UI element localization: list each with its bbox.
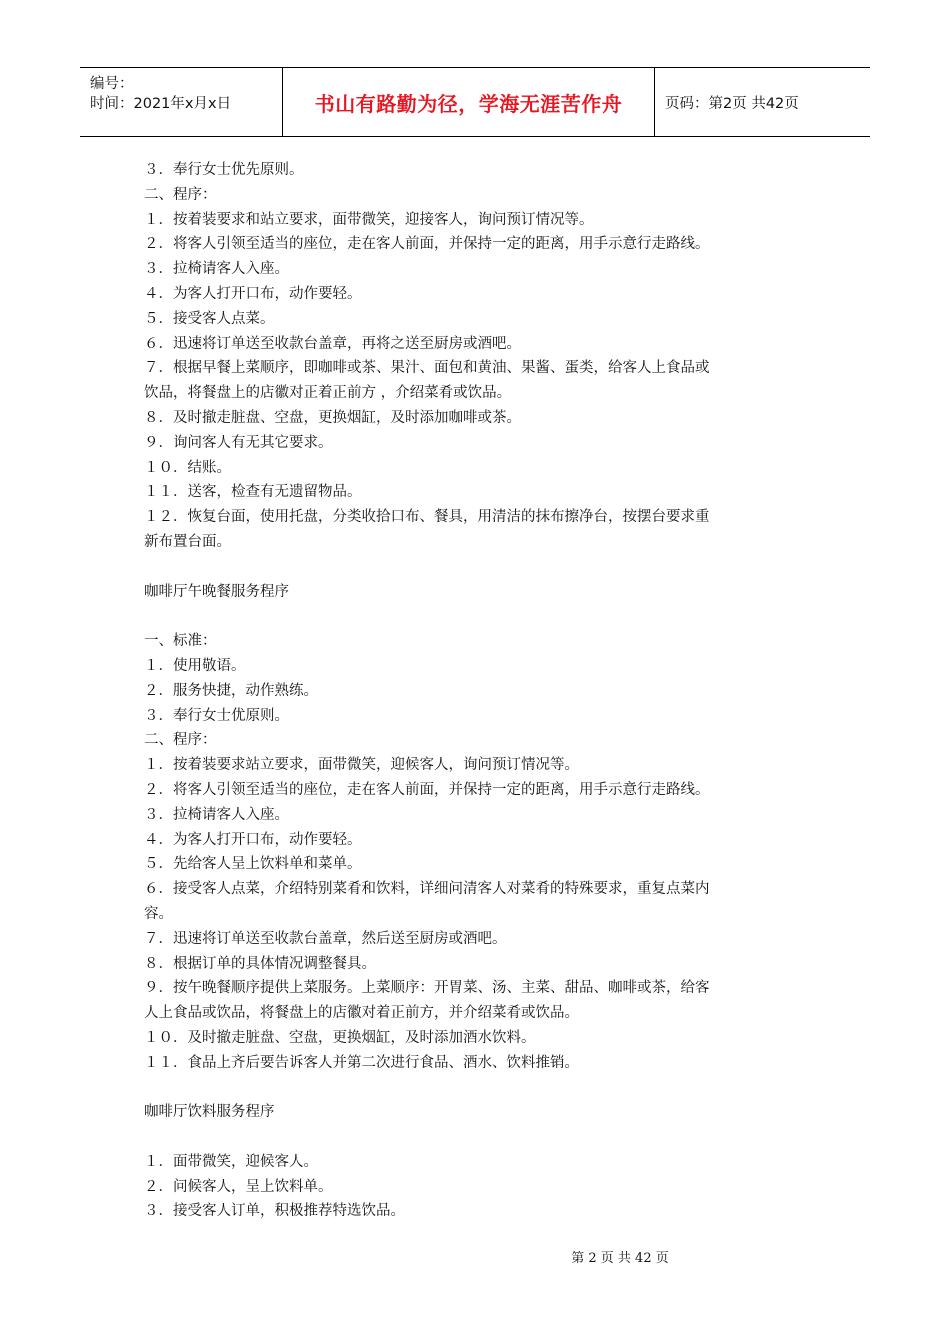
text-line: １０．及时撤走脏盘、空盘，更换烟缸，及时添加酒水饮料。	[144, 1029, 536, 1046]
text-line: ３．奉行女士优原则。	[144, 707, 289, 724]
text-line: ５．先给客人呈上饮料单和菜单。	[144, 856, 362, 873]
text-line: １１．食品上齐后要告诉客人并第二次进行食品、酒水、饮料推销。	[144, 1054, 579, 1071]
text-line: ２．服务快捷，动作熟练。	[144, 682, 318, 699]
text-line: ５．接受客人点菜。	[144, 310, 275, 327]
text-line: ９．询问客人有无其它要求。	[144, 434, 333, 451]
text-line: １０．结账。	[144, 459, 231, 476]
text-line: 饮品，将餐盘上的店徽对正着正前方 ，介绍菜肴或饮品。	[144, 385, 512, 402]
text-line: 容。	[144, 905, 173, 922]
text-line: １１．送客，检查有无遗留物品。	[144, 484, 362, 501]
text-line: ９．按午晚餐顺序提供上菜服务。上菜顺序：开胃菜、汤、主菜、甜品、咖啡或茶，给客	[144, 980, 710, 997]
header-page-info: 页码：第2页 共42页	[665, 95, 799, 112]
text-line: ６．迅速将订单送至收款台盖章，再将之送至厨房或酒吧。	[144, 335, 521, 352]
blank-line	[144, 1125, 814, 1150]
time-label: 时间：2021年x月x日	[90, 96, 232, 112]
text-line: ４．为客人打开口布，动作要轻。	[144, 285, 362, 302]
blank-line	[144, 555, 814, 580]
text-line: ２．问候客人，呈上饮料单。	[144, 1178, 333, 1195]
page-footer: 第 2 页 共 42 页	[571, 1251, 669, 1266]
text-line: １．面带微笑，迎候客人。	[144, 1153, 318, 1170]
header-motto: 书山有路勤为径，学海无涯苦作舟	[283, 68, 655, 136]
text-line: 一、标准：	[144, 633, 217, 650]
text-line: １．使用敬语。	[144, 657, 246, 674]
number-label: 编号：	[90, 76, 134, 92]
document-body	[144, 158, 814, 1224]
text-line: 新布置台面。	[144, 533, 231, 550]
text-line: ６．接受客人点菜，介绍特别菜肴和饮料，详细问清客人对菜肴的特殊要求，重复点菜内	[144, 881, 710, 898]
blank-line	[144, 1075, 814, 1100]
text-line: ３．拉椅请客人入座。	[144, 806, 289, 823]
text-line: ３．拉椅请客人入座。	[144, 261, 289, 278]
text-line: 二、程序：	[144, 186, 217, 203]
text-line: ３．接受客人订单，积极推荐特选饮品。	[144, 1203, 405, 1220]
text-line: 人上食品或饮品，将餐盘上的店徽对着正前方，并介绍菜肴或饮品。	[144, 1005, 579, 1022]
text-line: ８．根据订单的具体情况调整餐具。	[144, 955, 376, 972]
text-line: ２．将客人引领至适当的座位，走在客人前面，并保持一定的距离，用手示意行走路线。	[144, 781, 710, 798]
text-line: １．按着装要求和站立要求，面带微笑，迎接客人，询问预订情况等。	[144, 211, 594, 228]
section-title: 咖啡厅午晚餐服务程序	[144, 583, 289, 600]
text-line: １２．恢复台面，使用托盘，分类收拾口布、餐具，用清洁的抹布擦净台，按摆台要求重	[144, 509, 710, 526]
text-line: ２．将客人引领至适当的座位，走在客人前面，并保持一定的距离，用手示意行走路线。	[144, 236, 710, 253]
text-line: ７．根据早餐上菜顺序，即咖啡或茶、果汁、面包和黄油、果酱、蛋类，给客人上食品或	[144, 360, 710, 377]
text-line: １．按着装要求站立要求，面带微笑，迎候客人，询问预订情况等。	[144, 757, 579, 774]
section-title: 咖啡厅饮料服务程序	[144, 1104, 275, 1121]
text-line: ４．为客人打开口布，动作要轻。	[144, 831, 362, 848]
blank-line	[144, 604, 814, 629]
page-header	[80, 67, 870, 137]
text-line: ７．迅速将订单送至收款台盖章，然后送至厨房或酒吧。	[144, 930, 507, 947]
text-line: 二、程序：	[144, 732, 217, 749]
header-left-cell	[80, 68, 283, 136]
text-line: ３．奉行女士优先原则。	[144, 162, 304, 178]
text-line: ８．及时撤走脏盘、空盘，更换烟缸，及时添加咖啡或茶。	[144, 409, 521, 426]
